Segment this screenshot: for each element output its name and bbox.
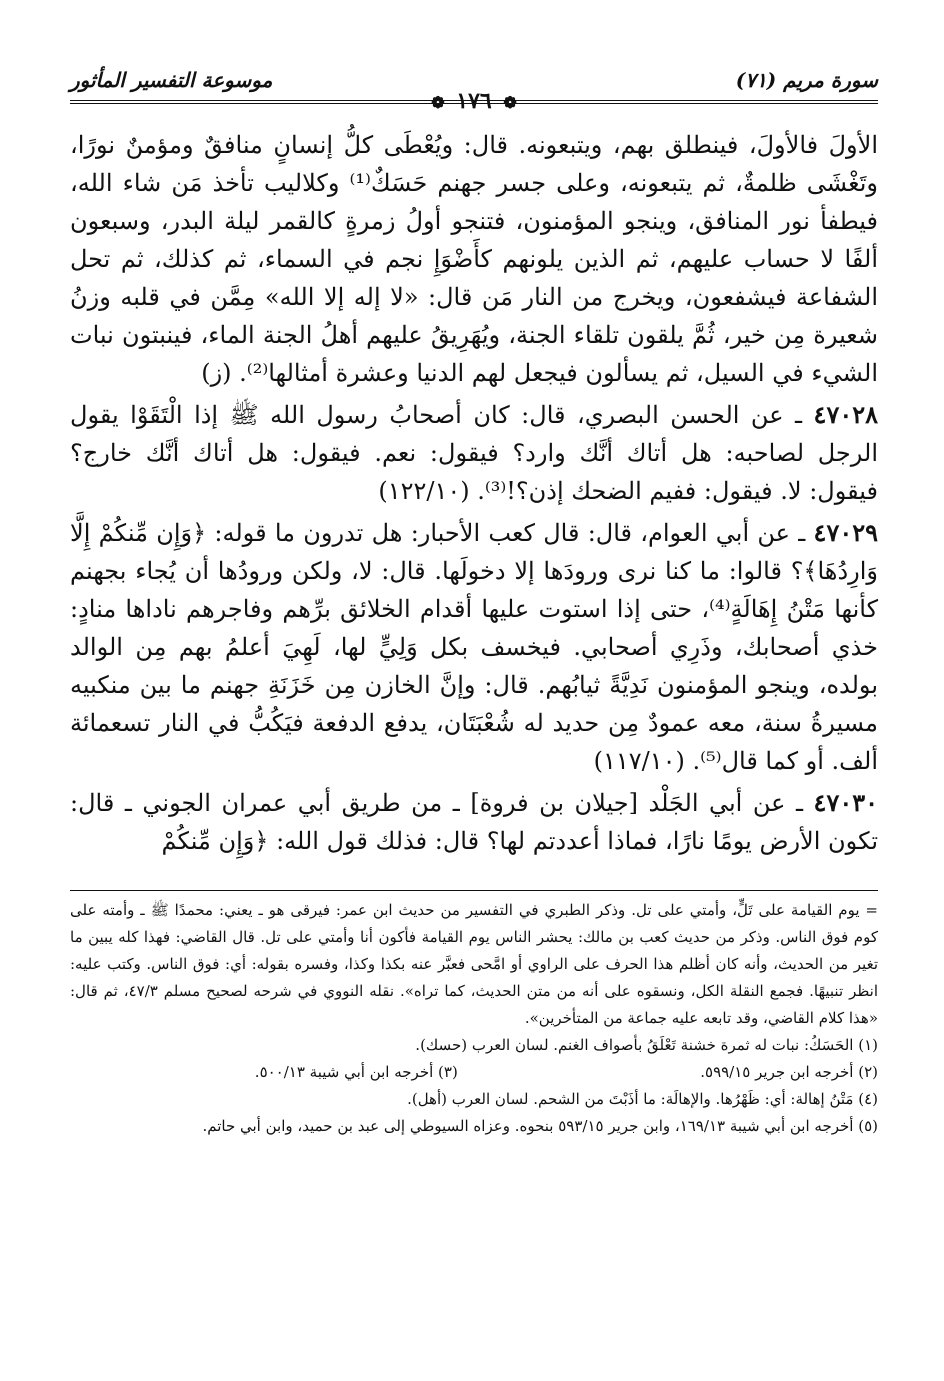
paragraph [70, 126, 878, 392]
page-number: ١٧٦ [456, 88, 492, 114]
footnotes [70, 890, 878, 1140]
footnote-2: (٢) أخرجه ابن جرير ٥٩٩/١٥. [700, 1063, 878, 1081]
footnote-row [70, 1059, 878, 1086]
ornament-icon: ❁ [503, 93, 517, 112]
footnote-5: (٥) أخرجه ابن أبي شيبة ١٦٩/١٣، وابن جرير ٥٩٣/١٥ بنحوه. وعزاه السيوطي إلى عبد بن حميد، وابن أبي حاتم. [202, 1117, 878, 1135]
footnote-4: (٤) مَتْنُ إهالة: أي: ظَهْرُها. والإهالَة: ما أذَبْتَ من الشحم. لسان العرب (أهل). [407, 1090, 878, 1108]
narration-number: ٤٧٠٢٨ [813, 400, 878, 429]
page-header [70, 60, 878, 114]
footnote-3: (٣) أخرجه ابن أبي شيبة ٥٠٠/١٣. [254, 1063, 458, 1081]
paragraph [70, 396, 878, 510]
paragraph-text: ـ عن أبي الجَلْد [جيلان بن فروة] ـ من طريق أبي عمران الجوني ـ قال: تكون الأرض يومًا نارًا، فماذا أعددتم لها؟ قال: فذلك قول الله: ﴿وَإِن مِّنكُمْ [70, 789, 878, 855]
footnote-1: (١) الحَسَكُ: نبات له ثمرة خشنة تَعْلَقُ بأصواف الغنم. لسان العرب (حسك). [415, 1036, 878, 1054]
surah-title: سورة مريم (٧١) [735, 68, 878, 92]
header-rule [70, 103, 878, 104]
ornament-icon: ❁ [431, 93, 445, 112]
book-title: موسوعة التفسير المأثور [70, 68, 273, 92]
paragraph-text: ـ عن الحسن البصري، قال: كان أصحابُ رسول الله ﷺ إذا الْتَقَوْا يقول الرجل لصاحبه: هل أتاك أنَّك وارد؟ فيقول: نعم. فيقول: هل أتاك أنَّك خارج؟ فيقول: لا. فيقول: ففيم الضحك إذن؟!⁽³⁾. (١٢٢/١٠) [70, 401, 878, 505]
narration-number: ٤٧٠٣٠ [813, 788, 878, 817]
main-text [70, 126, 878, 860]
narration-number: ٤٧٠٢٩ [813, 518, 878, 547]
page-number-block [427, 88, 521, 114]
header-rule [70, 100, 878, 101]
paragraph [70, 514, 878, 780]
paragraph [70, 784, 878, 860]
page [70, 60, 878, 1140]
paragraph-text: ـ عن أبي العوام، قال: قال كعب الأحبار: هل تدرون ما قوله: ﴿وَإِن مِّنكُمْ إِلَّا وَارِدُهَا﴾؟ قالوا: ما كنا نرى ورودَها إلا دخولَها. قال: لا، ولكن ورودُها أن يُجاء بجهنم كأنها مَتْنُ إِهَالَةٍ⁽⁴⁾، حتى إذا استوت عليها أقدام الخلائق برِّهم وفاجرهم ناداها منادٍ: خذي أصحابك، وذَرِي أصحابي. فيخسف بكل وَلِيٍّ لها، لَهِيَ أعلمُ بهم مِن الوالد بولده، وينجو المؤمنون نَدِيَّةً ثيابُهم. قال: وإنَّ الخازن مِن خَزَنَةِ جهنم ما بين منكبيه مسيرةُ سنة، معه عمودٌ مِن حديد له شُعْبَتَان، يدفع الدفعة فيَكُبُّ في النار تسعمائة ألف. أو كما قال⁽⁵⁾. (١١٧/١٠) [70, 519, 879, 775]
footnote-continuation: = يوم القيامة على تَلٍّ، وأمتي على تل. وذكر الطبري في التفسير من حديث ابن عمر: فيرقى هو ـ يعني: محمدًا ﷺ ـ وأمته على كوم فوق الناس. وذكر من حديث كعب بن مالك: يحشر الناس يوم القيامة فأكون أنا وأمتي على تل. قال القاضي: فهذا كله يبين ما تغير من الحديث، وأنه كان أظلم هذا الحرف على الراوي أو امَّحى فعبَّر عنه بكذا وكذا، وفسره بقوله: أي: فوق الناس. وكتب عليه: انظر تنبيهًا. فجمع النقلة الكل، ونسقوه على أنه من متن الحديث، كما تراه». نقله النووي في شرحه لصحيح مسلم ٤٧/٣، ثم قال: «هذا كلام القاضي، وقد تابعه عليه جماعة من المتأخرين». [70, 901, 879, 1027]
paragraph-text: الأولَ فالأولَ، فينطلق بهم، ويتبعونه. قال: ويُعْطَى كلُّ إنسانٍ منافقٌ ومؤمنٌ نورًا، وتَغْشَى ظلمةٌ، ثم يتبعونه، وعلى جسر جهنم حَسَكٌ⁽¹⁾ وكلاليب تأخذ مَن شاء الله، فيطفأ نور المنافق، وينجو المؤمنون، فتنجو أولُ زمرةٍ كالقمر ليلة البدر، وسبعون ألفًا لا حساب عليهم، ثم الذين يلونهم كأَضْوَإِ نجم في السماء، ثم كذلك، ثم تحل الشفاعة فيشفعون، ويخرج من النار مَن قال: «لا إله إلا الله» مِمَّن في قلبه وزنُ شعيرة مِن خير، ثُمَّ يلقون تلقاء الجنة، ويُهَرِيقُ عليهم أهلُ الجنة الماء، فينبتون نبات الشيء في السيل، ثم يسألون فيجعل لهم الدنيا وعشرة أمثالها⁽²⁾. (ز) [70, 131, 878, 387]
